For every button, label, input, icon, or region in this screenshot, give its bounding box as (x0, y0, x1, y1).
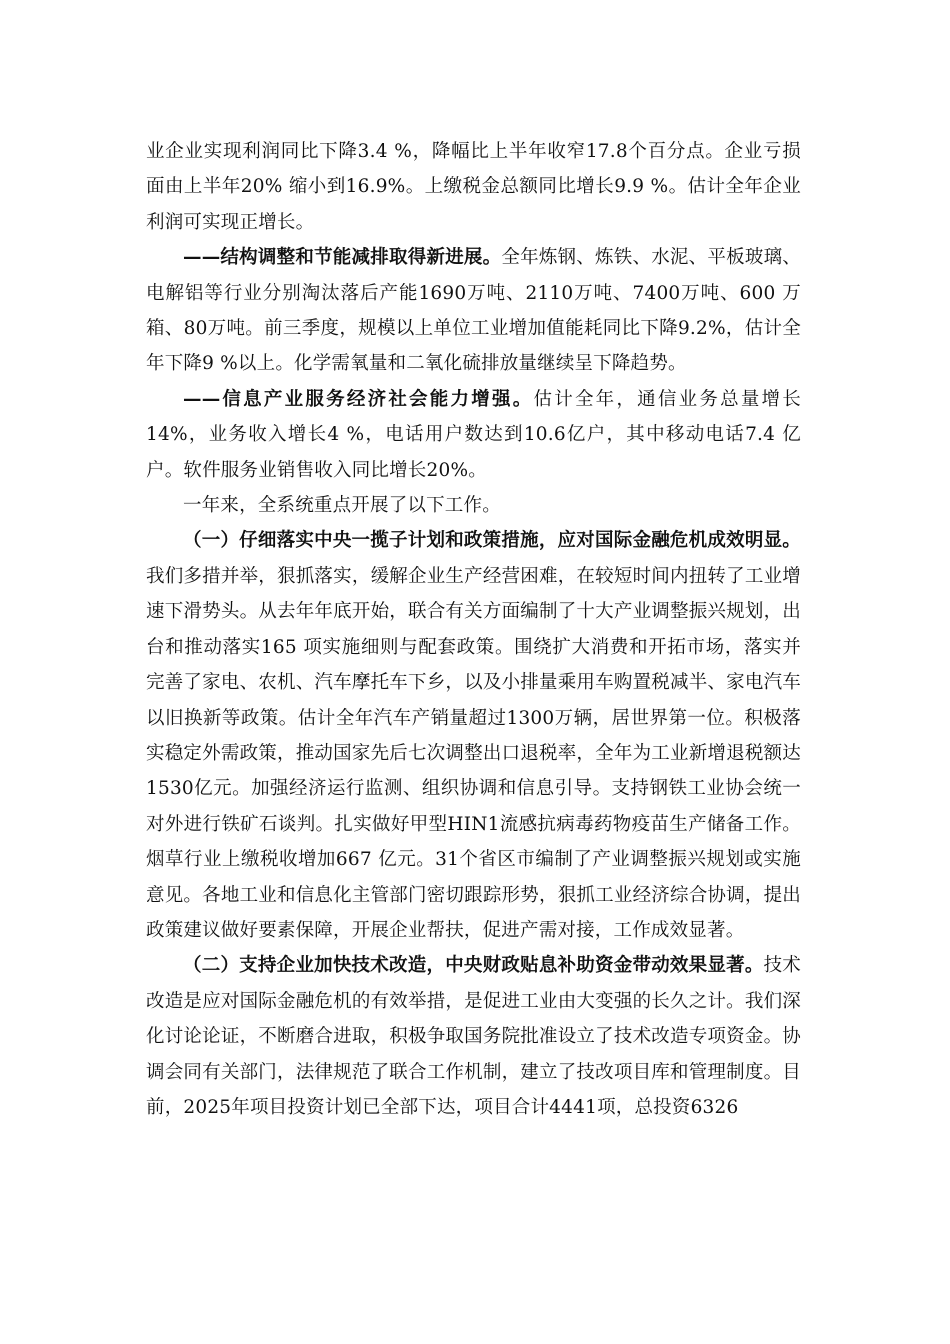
paragraph-text: 一年来，全系统重点开展了以下工作。 (183, 495, 501, 517)
document-page (146, 134, 801, 1125)
paragraph-continuation (146, 134, 801, 240)
paragraph-text: 全年炼钢、炼铁、水泥、平板玻璃、电解铝等行业分别淘汰落后产能1690万吨、2110万吨、7400万吨、600 万箱、80万吨。前三季度，规模以上单位工业增加值能耗同比下降9.2%，估计全年下降9 %以上。化学需氧量和二氧化硫排放量继续呈下降趋势。 (146, 247, 802, 375)
paragraph-structure-adjustment (146, 240, 801, 382)
section-heading-one: （一）仔细落实中央一揽子计划和政策措施，应对国际金融危机成效明显。 (183, 530, 801, 552)
paragraph-work-intro (146, 488, 801, 523)
paragraph-text: 我们多措并举，狠抓落实，缓解企业生产经营困难，在较短时间内扭转了工业增速下滑势头。从去年年底开始，联合有关方面编制了十大产业调整振兴规划，出台和推动落实165 项实施细则与配套政策。围绕扩大消费和开拓市场，落实并完善了家电、农机、汽车摩托车下乡，以及小排量乘用车购置税减半、家电汽车以旧换新等政策。估计全年汽车产销量超过1300万辆，居世界第一位。积极落实稳定外需政策，推动国家先后七次调整出口退税率，全年为工业新增退税额达1530亿元。加强经济运行监测、组织协调和信息引导。支持钢铁工业协会统一对外进行铁矿石谈判。扎实做好甲型HIN1流感抗病毒药物疫苗生产储备工作。烟草行业上缴税收增加667 亿元。31个省区市编制了产业调整振兴规划或实施意见。各地工业和信息化主管部门密切跟踪形势，狠抓工业经济综合协调，提出政策建议做好要素保障，开展企业帮扶，促进产需对接，工作成效显著。 (146, 565, 801, 941)
paragraph-lead-heading: ——结构调整和节能减排取得新进展。 (183, 247, 502, 269)
paragraph-section-one (146, 523, 801, 948)
paragraph-text: 技术改造是应对国际金融危机的有效举措，是促进工业由大变强的长久之计。我们深化讨论论证，不断磨合进取，积极争取国务院批准设立了技术改造专项资金。协调会同有关部门，法律规范了联合工作机制，建立了技改项目库和管理制度。目前，2025年项目投资计划已全部下达，项目合计4441项，总投资6326 (146, 955, 802, 1118)
paragraph-text: 业企业实现利润同比下降3.4 %，降幅比上半年收窄17.8个百分点。企业亏损面由上半年20% 缩小到16.9%。上缴税金总额同比增长9.9 %。估计全年企业利润可实现正增长。 (146, 141, 801, 233)
paragraph-text: 估计全年，通信业务总量增长14%，业务收入增长4 %，电话用户数达到10.6亿户，其中移动电话7.4 亿户。软件服务业销售收入同比增长20%。 (146, 388, 801, 481)
section-heading-two: （二）支持企业加快技术改造，中央财政贴息补助资金带动效果显著。 (183, 955, 764, 977)
paragraph-information-industry (146, 382, 801, 488)
paragraph-lead-heading: ——信息产业服务经济社会能力增强。 (183, 388, 534, 410)
paragraph-section-two (146, 948, 801, 1125)
